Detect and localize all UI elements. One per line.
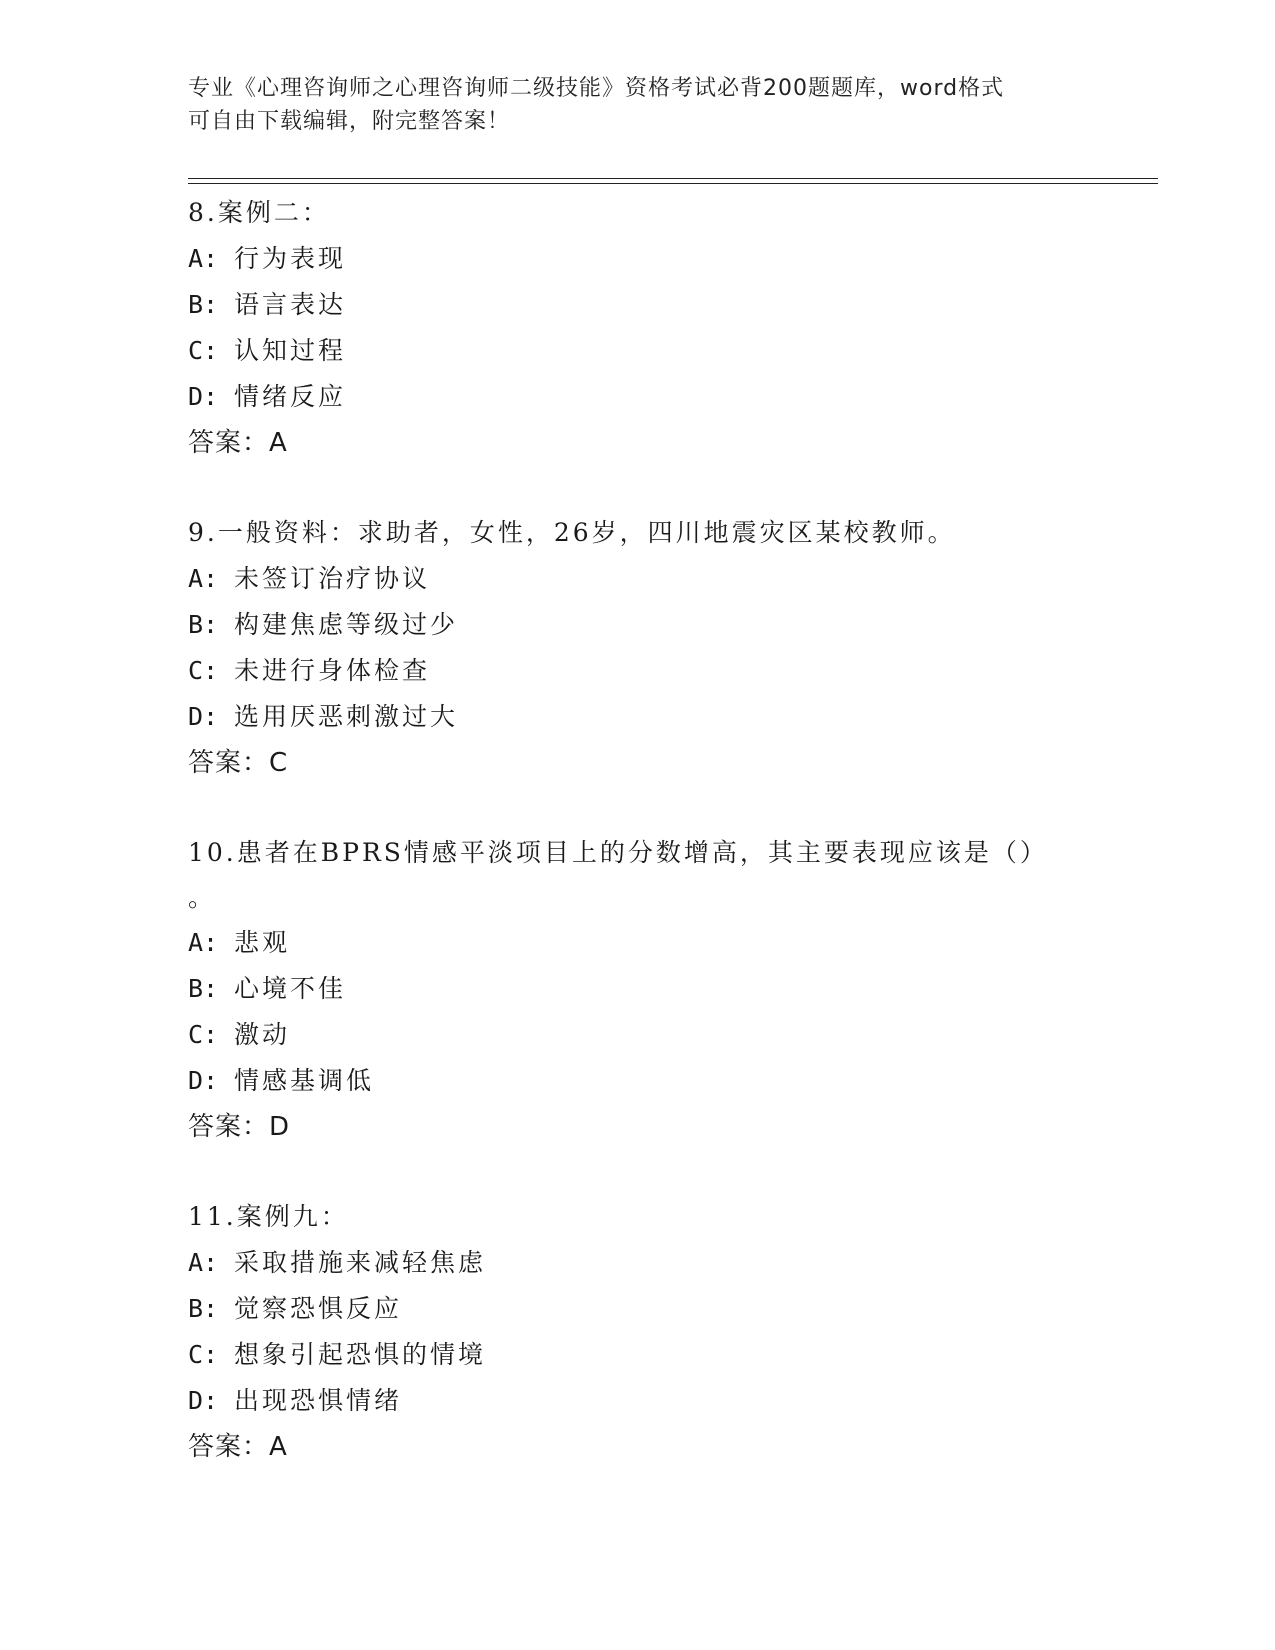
- option-b: [188, 1286, 1148, 1332]
- option-text: 心境不佳: [234, 974, 347, 1003]
- option-c: [188, 1012, 1148, 1058]
- question-stem-continuation: 。: [188, 883, 217, 912]
- option-a: [188, 1240, 1148, 1286]
- option-a: [188, 920, 1148, 966]
- option-text: 悲观: [234, 928, 291, 957]
- option-letter: D:: [188, 382, 219, 411]
- option-letter: C:: [188, 1340, 219, 1369]
- option-text: 认知过程: [234, 336, 347, 365]
- option-b: [188, 282, 1148, 328]
- option-text: 情绪反应: [234, 382, 347, 411]
- option-letter: C:: [188, 1020, 219, 1049]
- option-letter: B:: [188, 290, 219, 319]
- question-stem: 11.案例九：: [188, 1202, 349, 1231]
- option-c: [188, 1332, 1148, 1378]
- option-text: 情感基调低: [234, 1066, 375, 1095]
- option-letter: B:: [188, 610, 219, 639]
- question-stem: 10.患者在BPRS情感平淡项目上的分数增高，其主要表现应该是（）: [188, 838, 1048, 867]
- option-text: 选用厌恶刺激过大: [234, 702, 459, 731]
- header-line-2: 可自由下载编辑，附完整答案！: [188, 109, 511, 134]
- option-letter: D:: [188, 1066, 219, 1095]
- option-d: [188, 374, 1148, 420]
- option-a: [188, 236, 1148, 282]
- option-a: [188, 556, 1148, 602]
- option-letter: A:: [188, 564, 219, 593]
- option-letter: A:: [188, 244, 219, 273]
- answer-line: 答案：C: [188, 748, 289, 778]
- option-text: 激动: [234, 1020, 291, 1049]
- option-text: 语言表达: [234, 290, 347, 319]
- option-letter: D:: [188, 1386, 219, 1415]
- option-letter: B:: [188, 974, 219, 1003]
- question-10: [188, 830, 1148, 1150]
- option-text: 未签订治疗协议: [234, 564, 431, 593]
- header-divider-bottom: [188, 183, 1158, 184]
- header-line-1: 专业《心理咨询师之心理咨询师二级技能》资格考试必背200题题库，word格式: [188, 76, 1005, 101]
- option-letter: C:: [188, 656, 219, 685]
- option-text: 构建焦虑等级过少: [234, 610, 459, 639]
- option-letter: A:: [188, 928, 219, 957]
- header-divider-top: [188, 178, 1158, 179]
- option-c: [188, 328, 1148, 374]
- option-letter: A:: [188, 1248, 219, 1277]
- option-text: 未进行身体检查: [234, 656, 431, 685]
- question-list: [188, 190, 1148, 1514]
- option-text: 想象引起恐惧的情境: [234, 1340, 487, 1369]
- option-text: 采取措施来减轻焦虑: [234, 1248, 487, 1277]
- document-header: [188, 72, 1088, 138]
- option-b: [188, 602, 1148, 648]
- answer-line: 答案：A: [188, 1432, 288, 1462]
- option-b: [188, 966, 1148, 1012]
- option-letter: B:: [188, 1294, 219, 1323]
- option-text: 出现恐惧情绪: [234, 1386, 403, 1415]
- option-text: 行为表现: [234, 244, 347, 273]
- question-11: [188, 1194, 1148, 1470]
- option-d: [188, 1058, 1148, 1104]
- answer-line: 答案：D: [188, 1112, 291, 1142]
- option-d: [188, 1378, 1148, 1424]
- question-9: [188, 510, 1148, 786]
- question-8: [188, 190, 1148, 466]
- answer-line: 答案：A: [188, 428, 288, 458]
- question-stem: 9.一般资料：求助者，女性，26岁，四川地震灾区某校教师。: [188, 518, 956, 547]
- option-letter: D:: [188, 702, 219, 731]
- option-letter: C:: [188, 336, 219, 365]
- option-c: [188, 648, 1148, 694]
- option-d: [188, 694, 1148, 740]
- question-stem: 8.案例二：: [188, 198, 330, 227]
- option-text: 觉察恐惧反应: [234, 1294, 403, 1323]
